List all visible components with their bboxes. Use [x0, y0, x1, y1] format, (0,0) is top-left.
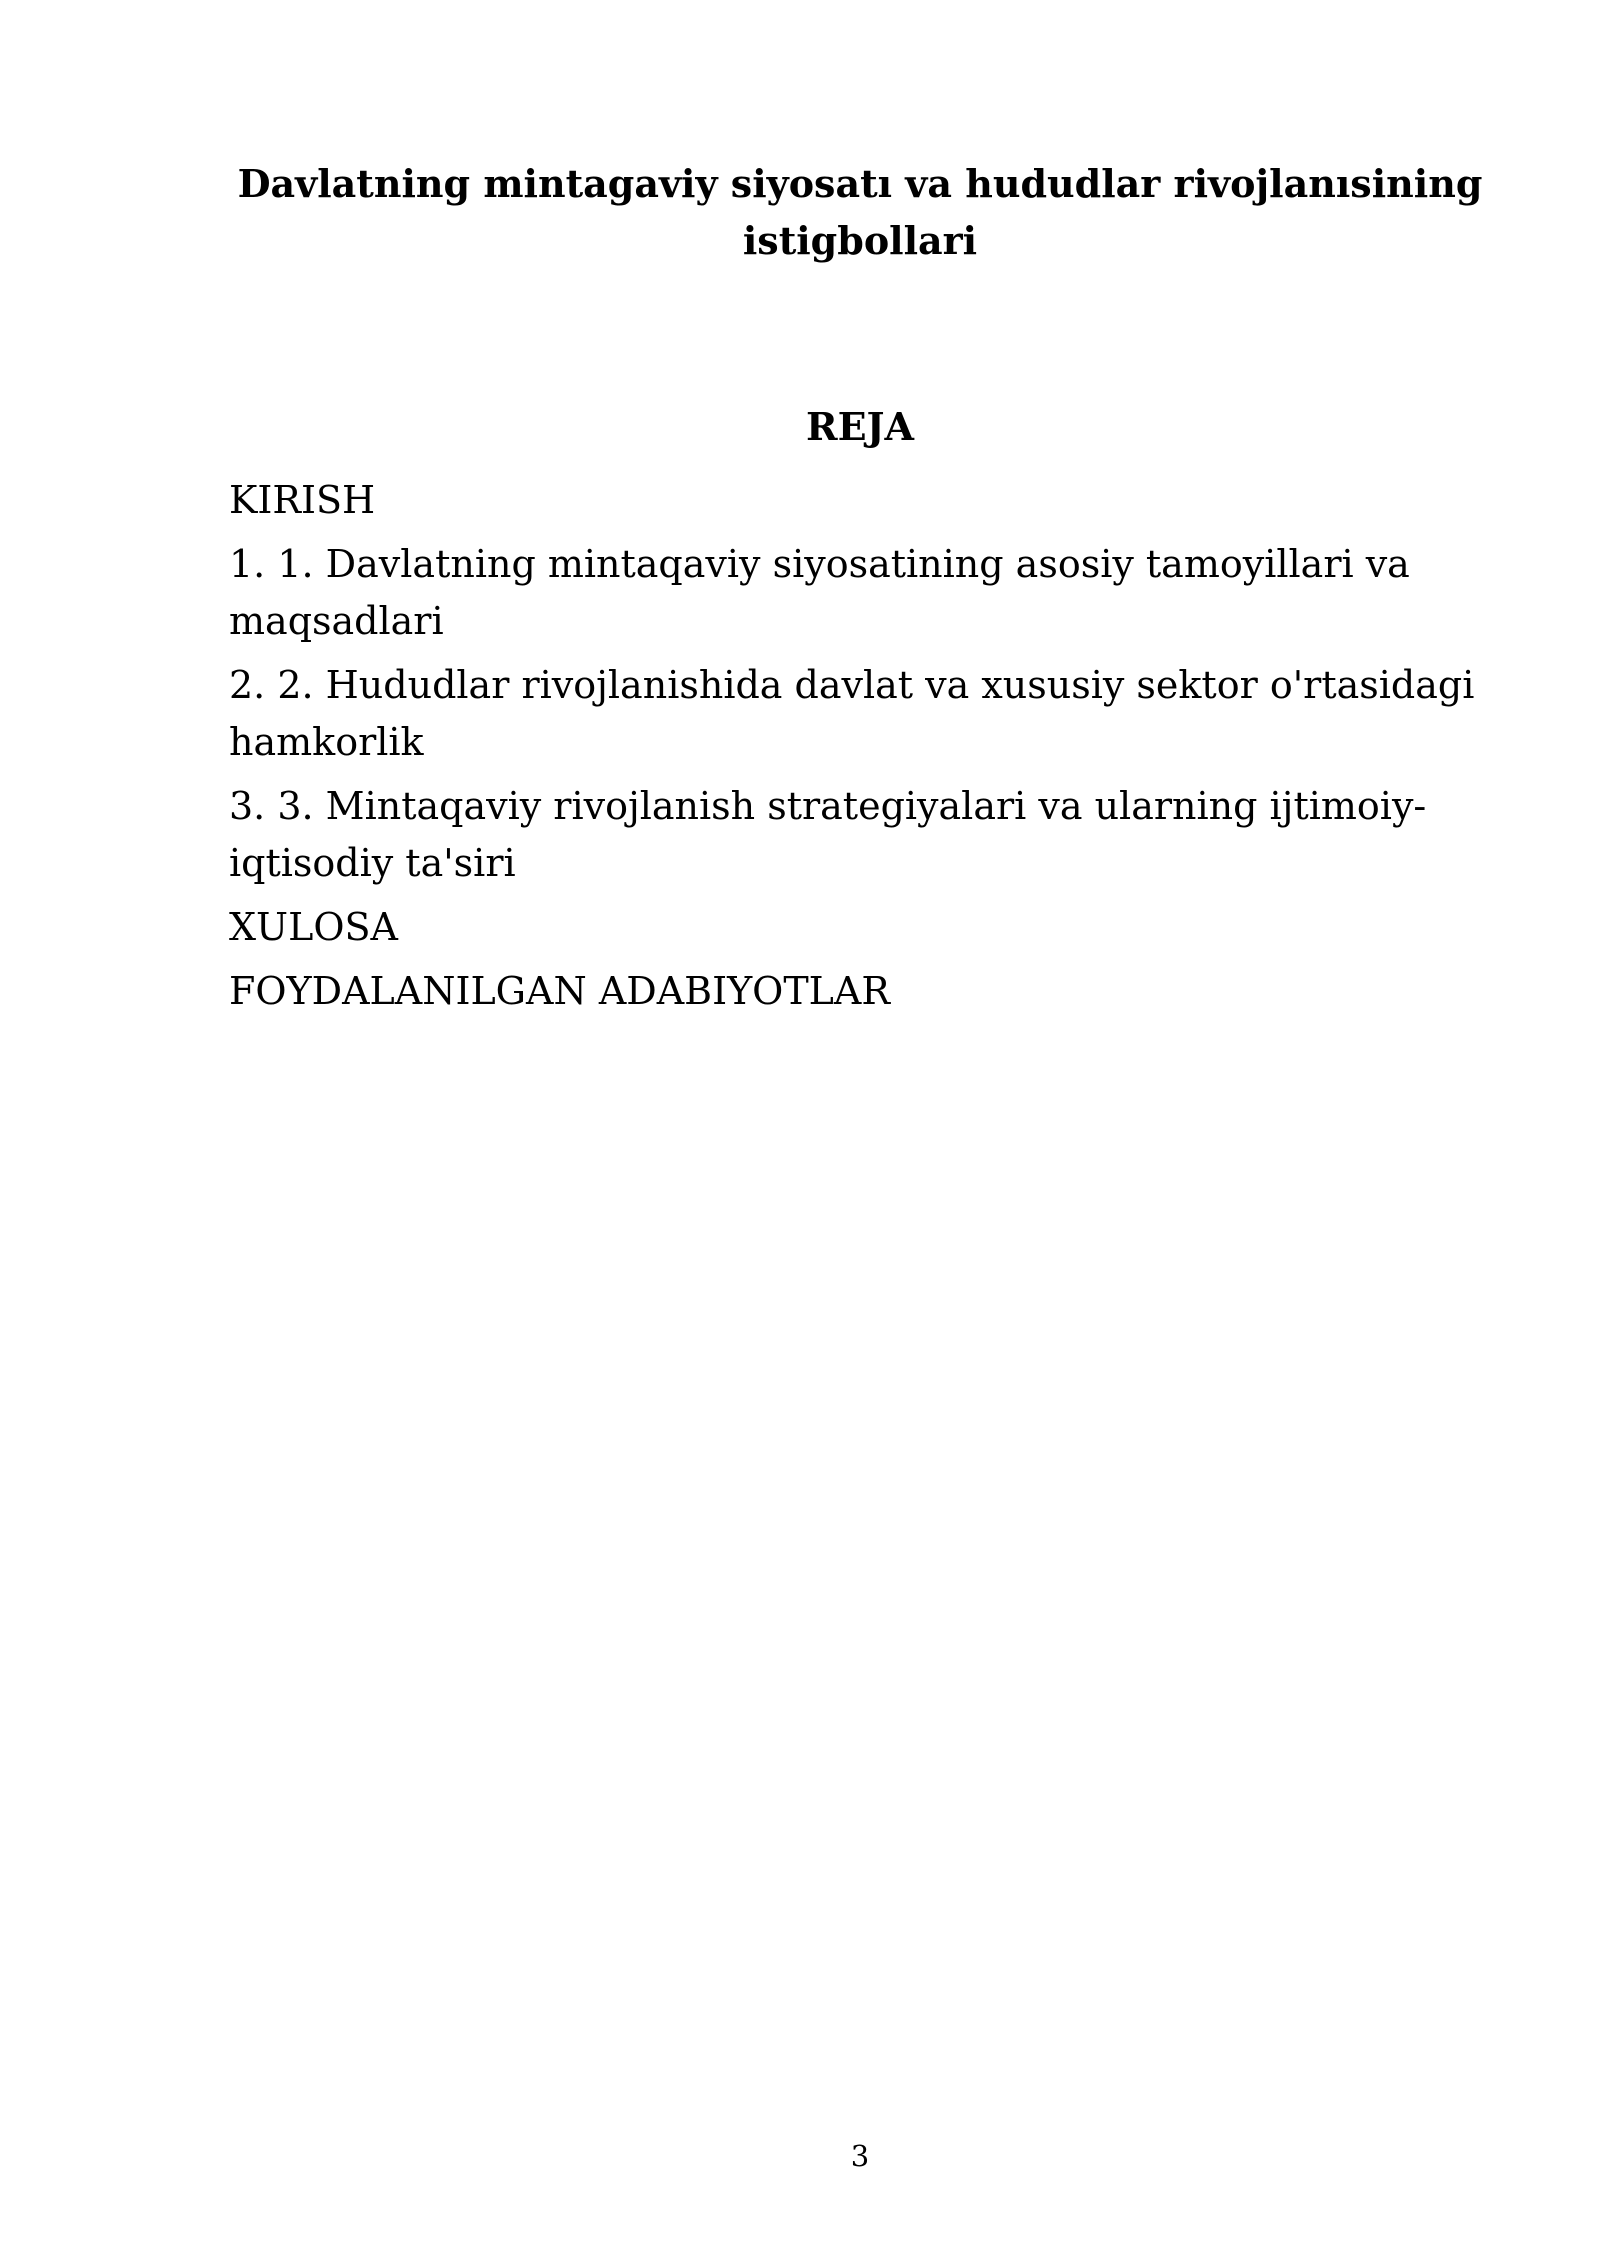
- plan-item-section-2: 2. 2. Hududlar rivojlanishida davlat va xususiy sektor o'rtasidagi hamkorlik: [229, 663, 1475, 764]
- plan-item-conclusion: XULOSA: [229, 905, 398, 949]
- page-number: 3: [850, 2139, 870, 2173]
- plan-item-introduction: KIRISH: [229, 478, 376, 522]
- plan-item-section-1: 1. 1. Davlatning mintaqaviy siyosatining asosiy tamoyillari va maqsadlari: [229, 542, 1410, 643]
- plan-item-references: FOYDALANILGAN ADABIYOTLAR: [229, 969, 890, 1013]
- plan-heading: REJA: [805, 404, 914, 449]
- plan-list: [229, 472, 1509, 1027]
- document-title: Davlatning mintagaviy siyosatı va hududlar rivojlanısining istigbollari: [237, 161, 1483, 263]
- plan-item-section-3: 3. 3. Mintaqaviy rivojlanish strategiyalari va ularning ijtimoiy-iqtisodiy ta'siri: [229, 784, 1427, 885]
